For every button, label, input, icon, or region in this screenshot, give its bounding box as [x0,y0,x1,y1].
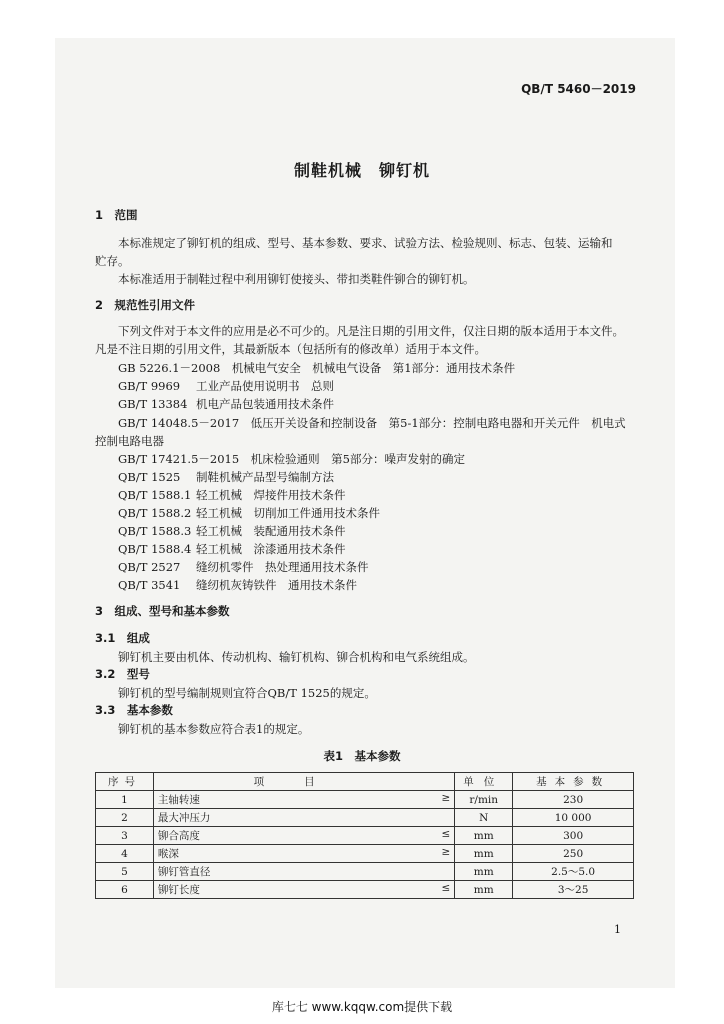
row-value: 2.5～5.0 [513,863,634,881]
download-footer[interactable]: 库七七 www.kqqw.com提供下载 [271,1000,453,1014]
reference-item [118,361,515,375]
row-symbol: ≥ [441,792,451,804]
reference-item [118,488,346,502]
row-symbol: ≤ [441,882,451,894]
reference-code: QB/T 1588.3 [118,524,192,538]
reference-title: 轻工机械 装配通用技术条件 [196,524,346,538]
row-number: 2 [96,809,154,827]
reference-title: 制鞋机械产品型号编制方法 [196,470,334,484]
section-3-heading: 3 组成、型号和基本参数 [95,604,230,618]
row-value: 3～25 [513,881,634,899]
section-3-2-heading: 3.2 型号 [95,667,150,681]
section-3-3-heading: 3.3 基本参数 [95,703,173,717]
row-unit: mm [455,881,513,899]
reference-item [118,379,334,393]
standard-code: QB/T 5460－2019 [521,82,636,96]
row-number: 5 [96,863,154,881]
row-number: 4 [96,845,154,863]
reference-code: QB/T 1588.2 [118,506,192,520]
table-header-row [96,773,634,791]
row-value: 10 000 [513,809,634,827]
row-item-cell [153,791,454,809]
row-unit: r/min [455,791,513,809]
table-row [96,827,634,845]
page-number: 1 [614,923,621,936]
reference-title: 轻工机械 切削加工件通用技术条件 [196,506,380,520]
reference-title: 机械电气安全 机械电气设备 第1部分：通用技术条件 [231,361,516,375]
reference-item [118,397,334,411]
row-item: 最大冲压力 [157,812,211,824]
reference-code: GB/T 14048.5－2017 [118,416,240,430]
section-3-1-heading: 3.1 组成 [95,631,150,645]
document-title: 制鞋机械 铆钉机 [293,161,430,180]
reference-code: GB/T 17421.5－2015 [118,452,240,466]
reference-title: 轻工机械 涂漆通用技术条件 [196,542,346,556]
reference-code: QB/T 3541 [118,578,181,592]
row-value: 300 [513,827,634,845]
reference-title: 机床检验通则 第5部分：噪声发射的确定 [250,452,465,466]
reference-title: 控制电路电器 [95,434,164,448]
reference-code: QB/T 1525 [118,470,181,484]
row-value: 250 [513,845,634,863]
reference-title: 缝纫机零件 热处理通用技术条件 [196,560,369,574]
row-number: 3 [96,827,154,845]
reference-code: GB/T 13384 [118,397,188,411]
row-item: 喉深 [157,848,179,860]
reference-item [118,452,465,466]
row-item-cell [153,845,454,863]
table-caption: 表1 基本参数 [323,749,401,763]
row-item-cell [153,881,454,899]
row-item-cell [153,809,454,827]
section-3-3-text: 铆钉机的基本参数应符合表1的规定。 [118,722,310,736]
table-row [96,809,634,827]
row-symbol: ≥ [441,846,451,858]
reference-item-cont [95,434,164,448]
reference-code: QB/T 2527 [118,560,181,574]
reference-item [118,578,357,592]
column-header-value: 基本参数 [513,773,634,791]
section-1-paragraph-1: 本标准规定了铆钉机的组成、型号、基本参数、要求、试验方法、检验规则、标志、包装、运输和 [118,236,613,250]
section-2-paragraph-cont: 凡是不注日期的引用文件，其最新版本（包括所有的修改单）适用于本文件。 [95,342,486,356]
section-1-paragraph-2: 本标准适用于制鞋过程中利用铆钉使接头、带扣类鞋件铆合的铆钉机。 [118,272,475,286]
row-item: 主轴转速 [157,794,200,806]
row-unit: N [455,809,513,827]
table-row [96,791,634,809]
section-1-paragraph-1-cont: 贮存。 [95,254,130,268]
row-item-cell [153,863,454,881]
column-header-item: 项目 [153,773,454,791]
row-unit: mm [455,863,513,881]
reference-code: QB/T 1588.4 [118,542,192,556]
reference-item [118,542,346,556]
row-unit: mm [455,845,513,863]
row-item: 铆合高度 [157,830,200,842]
reference-item [118,560,369,574]
section-1-heading: 1 范围 [95,208,138,222]
reference-title: 缝纫机灰铸铁件 通用技术条件 [196,578,357,592]
section-2-heading: 2 规范性引用文件 [95,298,196,312]
row-item-cell [153,827,454,845]
column-header-no: 序号 [96,773,154,791]
reference-code: QB/T 1588.1 [118,488,192,502]
reference-code: GB 5226.1－2008 [118,361,221,375]
section-3-2-text: 铆钉机的型号编制规则宜符合QB/T 1525的规定。 [118,686,376,700]
reference-title: 轻工机械 焊接件用技术条件 [196,488,346,502]
column-header-unit: 单位 [455,773,513,791]
row-item: 铆钉管直径 [157,866,211,878]
reference-title: 工业产品使用说明书 总则 [196,379,334,393]
parameters-table [95,772,634,899]
row-value: 230 [513,791,634,809]
reference-item [118,524,346,538]
reference-item [118,416,626,430]
row-number: 1 [96,791,154,809]
table-row [96,845,634,863]
row-item: 铆钉长度 [157,884,200,896]
row-unit: mm [455,827,513,845]
section-3-1-text: 铆钉机主要由机体、传动机构、输钉机构、铆合机构和电气系统组成。 [118,650,475,664]
reference-title: 机电产品包装通用技术条件 [196,397,334,411]
reference-code: GB/T 9969 [118,379,181,393]
table-row [96,863,634,881]
reference-item [118,470,334,484]
section-2-paragraph: 下列文件对于本文件的应用是必不可少的。凡是注日期的引用文件，仅注日期的版本适用于本文件。 [118,324,624,338]
table-row [96,881,634,899]
row-number: 6 [96,881,154,899]
reference-item [118,506,380,520]
row-symbol: ≤ [441,828,451,840]
reference-title: 低压开关设备和控制设备 第5-1部分：控制电路电器和开关元件 机电式 [250,416,626,430]
